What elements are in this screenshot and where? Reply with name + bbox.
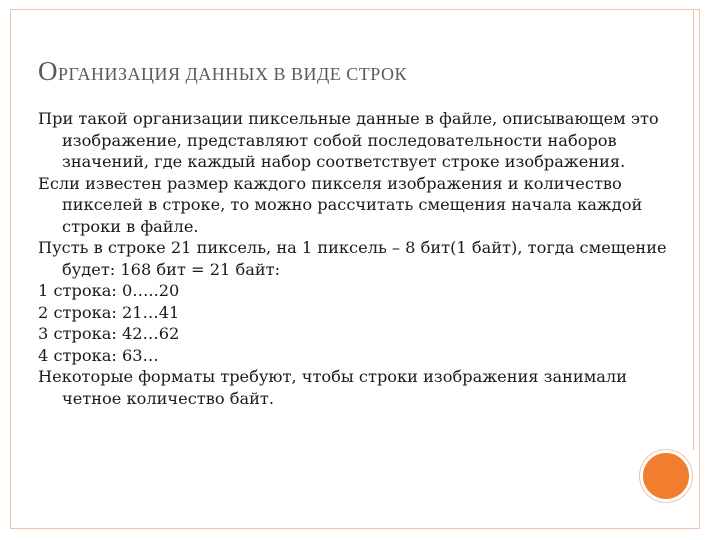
row-offset-line: 3 строка: 42…62: [38, 324, 180, 343]
paragraph: Пусть в строке 21 пиксель, на 1 пиксель – 8 бит(1 байт), тогда смещение будет: 168 бит = 21 байт:: [38, 238, 667, 279]
slide-title: [38, 56, 407, 87]
title-rest: РГАНИЗАЦИЯ ДАННЫХ В ВИДЕ СТРОК: [58, 64, 407, 84]
paragraph: Если известен размер каждого пикселя изображения и количество пикселей в строке, то можно рассчитать смещения начала каждой строки в файле.: [38, 173, 643, 236]
paragraph: Некоторые форматы требуют, чтобы строки изображения занимали четное количество байт.: [38, 367, 628, 408]
row-offset-line: 2 строка: 21…41: [38, 302, 180, 322]
title-first-letter: О: [38, 56, 58, 86]
paragraph: При такой организации пиксельные данные в файле, описывающем это изображение, представляют собой последовательности наборов значений, где каждый набор соответствует строке изображения.: [38, 109, 659, 171]
orange-circle-icon: [640, 450, 692, 502]
row-offset-line: 4 строка: 63…: [38, 345, 159, 365]
slide-body: [38, 108, 668, 409]
frame-right-rule: [693, 10, 694, 450]
row-offset-line: 1 строка: 0…..20: [38, 281, 180, 300]
